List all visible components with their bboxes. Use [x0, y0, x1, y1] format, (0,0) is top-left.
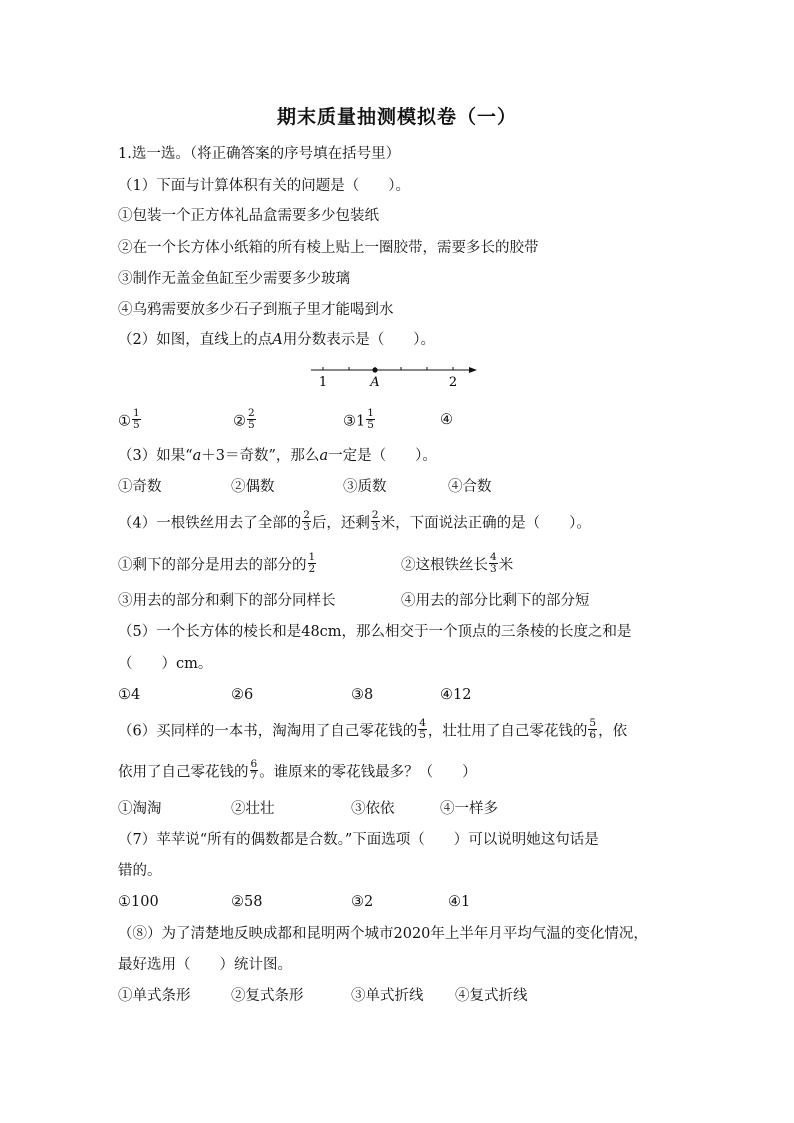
question-2-option-1 [118, 407, 142, 433]
question-6-stem-line-2 [118, 758, 477, 784]
question-6-stem-line-1 [118, 717, 628, 743]
fraction [588, 718, 597, 741]
question-6-stem-text: ，依 [598, 723, 628, 740]
question-2-option-4: ④ [440, 412, 453, 428]
fraction [489, 552, 498, 575]
question-8-stem-line-1: （⑧）为了清楚地反映成都和昆明两个城市2020年上半年月平均气温的变化情况， [118, 926, 648, 942]
fraction [366, 408, 375, 431]
section-heading: 1.选一选。（将正确答案的序号填在括号里） [118, 146, 401, 162]
fraction-numerator: 2 [248, 407, 255, 419]
fraction-numerator: 2 [371, 509, 379, 521]
question-6-stem-text: 。谁原来的零花钱最多？（ ） [259, 764, 477, 781]
question-2-stem-text: 用分数表示是（ ）。 [282, 332, 435, 348]
number-line-label-1: 1 [318, 375, 328, 390]
question-8-option-2: ②复式条形 [231, 988, 304, 1004]
variable-a: a [192, 448, 202, 464]
number-line-arrow [469, 367, 477, 373]
fraction-numerator: 4 [419, 717, 426, 729]
question-3-option-1: ①奇数 [118, 479, 162, 495]
question-1-option-4: ④乌鸦需要放多少石子到瓶子里才能喝到水 [118, 302, 394, 318]
point-a-dot [372, 367, 377, 372]
question-3-stem-text: 一定是（ ）。 [328, 448, 437, 464]
question-7-stem-line-1: （7）苹苹说“所有的偶数都是合数。”下面选项（ ）可以说明她这句话是 [118, 832, 599, 848]
question-6-option-1: ①淘淘 [118, 801, 162, 817]
fraction-denominator: 5 [133, 419, 140, 431]
question-8-option-3: ③单式折线 [351, 988, 424, 1004]
fraction [250, 759, 259, 782]
fraction-denominator: 6 [589, 729, 597, 741]
option-text: ①剩下的部分是用去的部分的 [118, 557, 307, 574]
fraction-denominator: 5 [419, 729, 426, 741]
question-8-stem-line-2: 最好选用（ ）统计图。 [118, 957, 292, 973]
question-8-option-4: ④复式折线 [455, 988, 528, 1004]
question-5-stem-line-1: （5）一个长方体的棱长和是48cm，那么相交于一个顶点的三条棱的长度之和是 [118, 624, 632, 640]
fraction-numerator: 2 [303, 509, 310, 521]
number-line [305, 360, 485, 392]
fraction-numerator: 4 [490, 551, 497, 563]
fraction [308, 552, 317, 575]
question-1-option-2: ②在一个长方体小纸箱的所有棱上贴上一圈胶带，需要多长的胶带 [118, 240, 539, 256]
option-mark: ① [118, 413, 131, 430]
point-variable: A [272, 332, 283, 348]
mixed-whole: 1 [356, 413, 366, 430]
question-5-option-2: ②6 [231, 687, 254, 703]
question-6-option-4: ④一样多 [440, 801, 498, 817]
question-6-stem-text: ，壮壮用了自己零花钱的 [427, 723, 588, 740]
question-4-stem-text: 米，下面说法正确的是（ ）。 [380, 515, 591, 532]
question-1-stem: （1）下面与计算体积有关的问题是（ ）。 [118, 178, 410, 194]
fraction-numerator: 6 [250, 758, 258, 770]
number-line-label-2: 2 [448, 375, 458, 390]
question-7-stem-line-2: 错的。 [118, 863, 162, 879]
option-mark: ③ [343, 413, 356, 430]
question-6-stem-text: 依用了自己零花钱的 [118, 764, 249, 781]
option-text: ②这根铁丝长 [401, 557, 488, 574]
question-4-stem-text: 后，还剩 [311, 515, 370, 532]
question-4-option-3: ③用去的部分和剩下的部分同样长 [118, 593, 336, 609]
fraction-denominator: 2 [308, 563, 316, 575]
question-6-stem-text: （6）买同样的一本书，淘淘用了自己零花钱的 [118, 723, 418, 740]
fraction-denominator: 3 [371, 521, 379, 533]
question-5-stem-line-2: （ ）cm。 [118, 656, 213, 672]
question-1-option-3: ③制作无盖金鱼缸至少需要多少玻璃 [118, 271, 350, 287]
fraction-denominator: 7 [250, 770, 258, 782]
question-2-stem [118, 330, 435, 350]
question-8-option-1: ①单式条形 [118, 988, 191, 1004]
fraction [302, 510, 311, 533]
question-5-option-4: ④12 [440, 687, 472, 703]
question-7-option-3: ③2 [351, 894, 374, 910]
question-7-option-1: ①100 [118, 894, 159, 910]
question-4-option-2 [401, 551, 514, 577]
fraction-denominator: 3 [490, 563, 497, 575]
question-6-option-3: ③依依 [351, 801, 395, 817]
fraction [247, 408, 256, 431]
fraction-denominator: 5 [367, 419, 374, 431]
fraction-denominator: 3 [303, 521, 310, 533]
option-unit: 米 [498, 557, 514, 574]
question-4-stem [118, 509, 591, 535]
fraction-numerator: 1 [308, 551, 316, 563]
question-7-option-2: ②58 [231, 894, 263, 910]
page-title: 期末质量抽测模拟卷（一） [276, 106, 517, 128]
question-2-option-3 [343, 407, 376, 433]
question-5-option-3: ③8 [351, 687, 374, 703]
fraction [371, 510, 380, 533]
variable-a: a [319, 448, 329, 464]
question-3-stem [118, 446, 437, 466]
fraction-numerator: 1 [133, 407, 140, 419]
question-4-option-1 [118, 551, 317, 577]
question-7-option-4: ④1 [448, 894, 471, 910]
question-6-option-2: ②壮壮 [231, 801, 275, 817]
question-5-option-1: ①4 [118, 687, 141, 703]
question-4-option-4: ④用去的部分比剩下的部分短 [401, 593, 590, 609]
question-3-option-2: ②偶数 [231, 479, 275, 495]
fraction-numerator: 1 [367, 407, 374, 419]
question-3-option-3: ③质数 [343, 479, 387, 495]
number-line-label-a: A [370, 375, 380, 390]
option-mark: ② [233, 413, 246, 430]
question-3-option-4: ④合数 [448, 479, 492, 495]
fraction [132, 408, 141, 431]
question-3-stem-text: ＋3＝奇数”，那么 [201, 448, 320, 464]
question-3-stem-text: （3）如果“ [118, 448, 193, 464]
question-1-option-1: ①包装一个正方体礼品盒需要多少包装纸 [118, 208, 379, 224]
question-2-option-2 [233, 407, 257, 433]
question-2-stem-text: （2）如图，直线上的点 [118, 332, 273, 348]
fraction [418, 718, 427, 741]
question-4-stem-text: （4）一根铁丝用去了全部的 [118, 515, 302, 532]
fraction-denominator: 5 [248, 419, 255, 431]
fraction-numerator: 5 [589, 717, 597, 729]
